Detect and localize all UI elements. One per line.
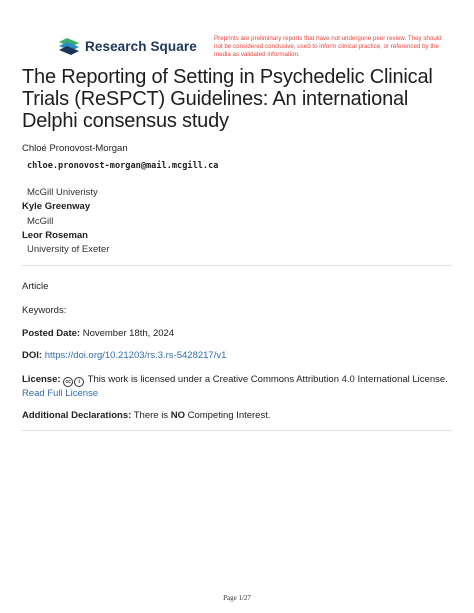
declarations-emphasis: NO <box>170 410 185 421</box>
research-square-logo[interactable] <box>57 36 197 56</box>
creative-commons-icon: cc <box>63 377 73 387</box>
author-affiliation: McGill <box>27 216 54 227</box>
author-name: Kyle Greenway <box>22 201 91 212</box>
declarations-post: Competing Interest. <box>187 410 271 421</box>
license-label: License: <box>22 374 61 385</box>
declarations-label: Additional Declarations: <box>22 410 132 421</box>
license-text: This work is licensed under a Creative Commons Attribution 4.0 International License. <box>87 374 448 385</box>
license-line <box>22 374 448 387</box>
posted-date-label: Posted Date: <box>22 328 81 339</box>
additional-declarations <box>22 410 271 421</box>
doi-link[interactable]: https://doi.org/10.21203/rs.3.rs-5428217/v1 <box>44 350 227 361</box>
page-number: Page 1/27 <box>223 594 251 602</box>
declarations-pre: There is <box>133 410 169 421</box>
divider <box>22 430 452 431</box>
paper-title: The Reporting of Setting in Psychedelic Clinical Trials (ReSPCT) Guidelines: An international Delphi consensus study <box>22 66 433 132</box>
author-name: Chloé Pronovost-Morgan <box>22 143 128 154</box>
research-square-logo-icon <box>57 36 81 56</box>
author-affiliation: University of Exeter <box>27 244 110 255</box>
author-affiliation: McGill Univeristy <box>27 187 98 198</box>
preprint-disclaimer: Preprints are preliminary reports that have not undergone peer review. They should not be considered conclusive, used to inform clinical practice, or referenced by the media as validated information. <box>214 35 442 59</box>
posted-date-value: November 18th, 2024 <box>82 328 175 339</box>
keywords-label: Keywords: <box>22 305 67 316</box>
posted-date <box>22 328 174 339</box>
doi-line <box>22 350 226 361</box>
attribution-icon: i <box>74 377 84 387</box>
divider <box>22 265 452 266</box>
author-email[interactable]: chloe.pronovost-morgan@mail.mcgill.ca <box>27 161 219 171</box>
doi-label: DOI: <box>22 350 43 361</box>
logo-text: Research Square <box>85 38 197 54</box>
author-name: Leor Roseman <box>22 230 88 241</box>
read-full-license-link[interactable]: Read Full License <box>22 388 99 399</box>
article-type: Article <box>22 281 49 292</box>
